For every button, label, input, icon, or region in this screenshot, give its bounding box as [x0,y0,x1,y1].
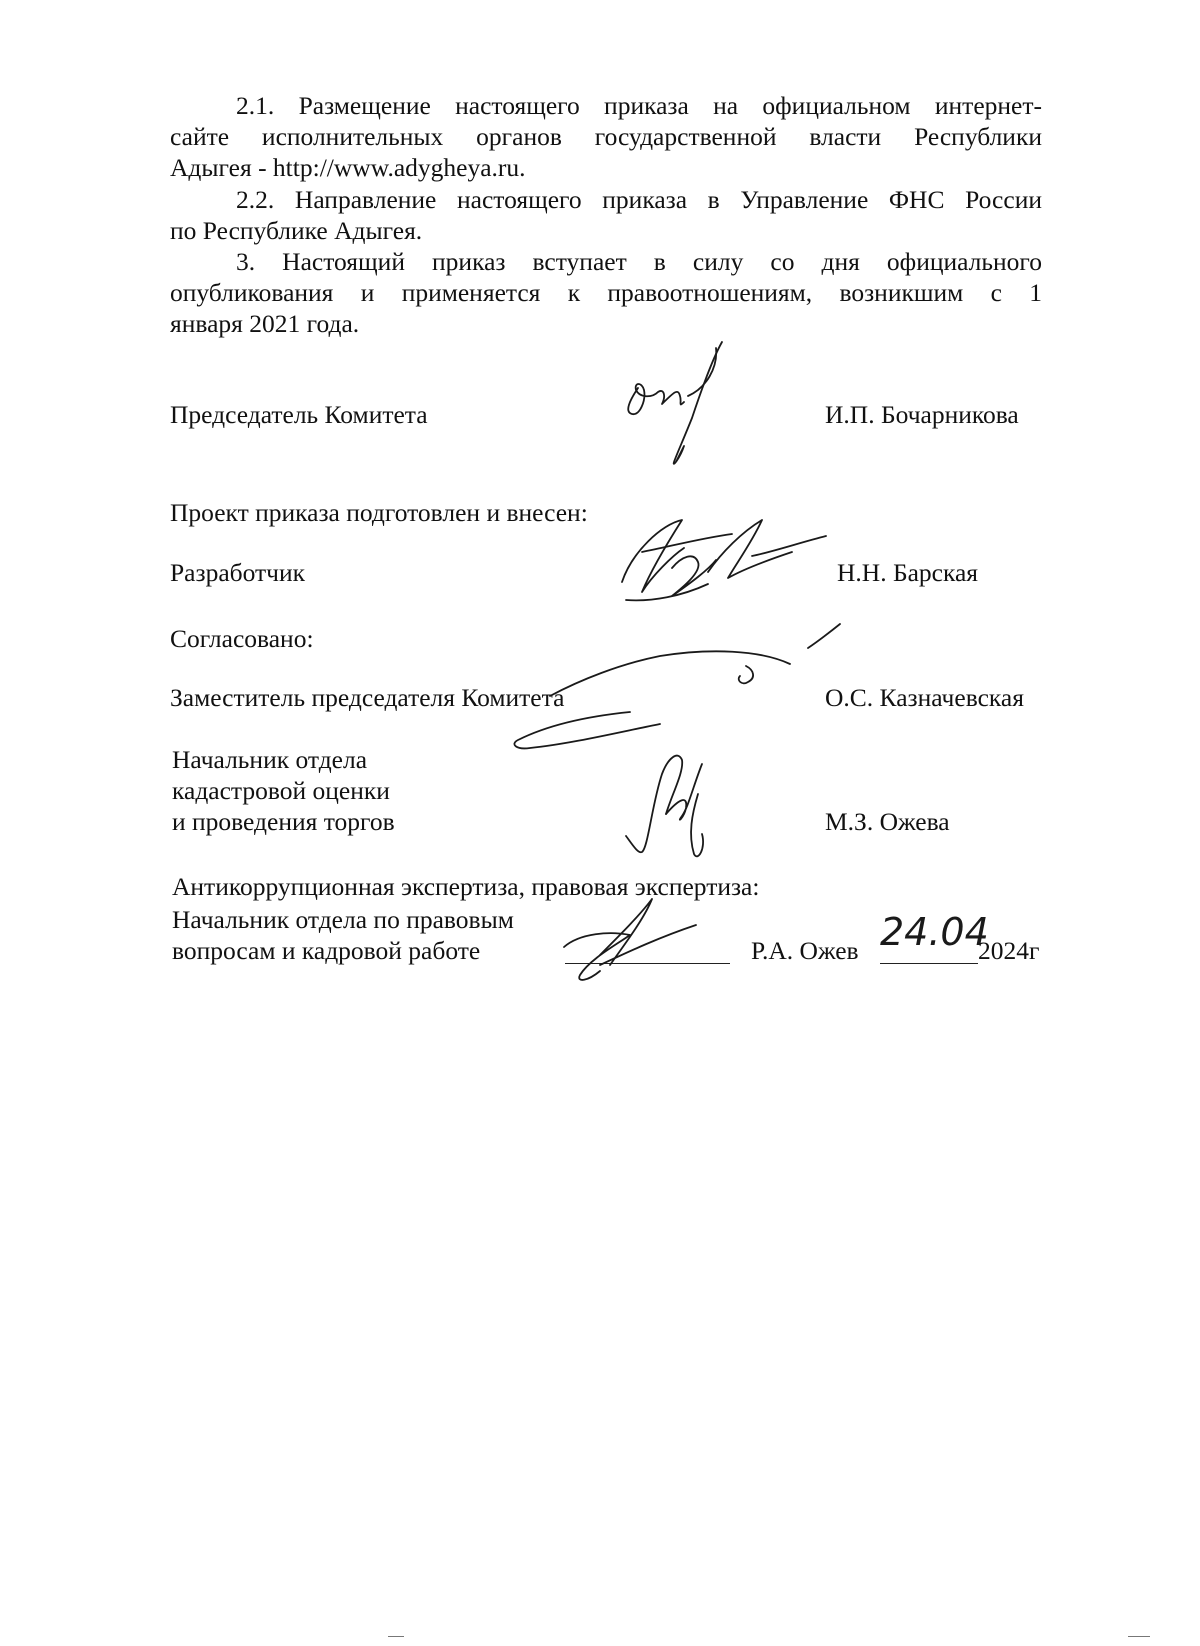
paragraph-2-2 [170,184,1042,246]
paragraph-line: сайте исполнительных органов государственной власти Республики [170,122,1042,151]
paragraph-line: Адыгея - http://www.adygheya.ru. [170,153,526,182]
paragraph-line: января 2021 года. [170,309,360,338]
paragraph-line: 2.2. Направление настоящего приказа в Управление ФНС России [236,185,1042,214]
year-suffix: 2024г [978,936,1040,965]
head-legal-signature [560,895,710,995]
date-underline [880,963,978,964]
deputy-title: Заместитель председателя Комитета [170,683,565,712]
agreed-label: Согласовано: [170,624,314,653]
paragraph-line: опубликования и применяется к правоотношениям, возникшим с 1 [170,278,1042,307]
head-cadastral-title-line1: Начальник отдела [172,745,368,774]
scan-mark [1128,1636,1150,1637]
paragraph-line: 3. Настоящий приказ вступает в силу со дня официального [236,247,1042,276]
developer-name: Н.Н. Барская [837,558,979,587]
handwritten-date: 24.04 [880,910,989,954]
deputy-name: О.С. Казначевская [825,683,1024,712]
deputy-signature [510,620,850,760]
head-legal-title-line2: вопросам и кадровой работе [172,936,481,965]
paragraph-line: по Республике Адыгея. [170,216,423,245]
chairman-signature [622,338,742,470]
head-cadastral-name: М.З. Ожева [825,807,950,836]
head-legal-name: Р.А. Ожев [751,936,859,965]
chairman-title: Председатель Комитета [170,400,428,429]
paragraph-3 [170,246,1042,339]
paragraph-line: 2.1. Размещение настоящего приказа на официальном интернет- [236,91,1042,120]
scan-mark [388,1636,404,1637]
head-cadastral-title-line2: кадастровой оценки [172,776,390,805]
developer-signature [612,512,832,612]
head-cadastral-signature [622,744,732,864]
developer-title: Разработчик [170,558,306,587]
paragraph-2-1 [170,90,1042,183]
project-prepared-note: Проект приказа подготовлен и внесен: [170,498,588,527]
head-legal-title-line1: Начальник отдела по правовым [172,905,514,934]
chairman-name: И.П. Бочарникова [825,400,1019,429]
head-cadastral-title-line3: и проведения торгов [172,807,395,836]
expertise-label: Антикоррупционная экспертиза, правовая экспертиза: [172,872,760,901]
